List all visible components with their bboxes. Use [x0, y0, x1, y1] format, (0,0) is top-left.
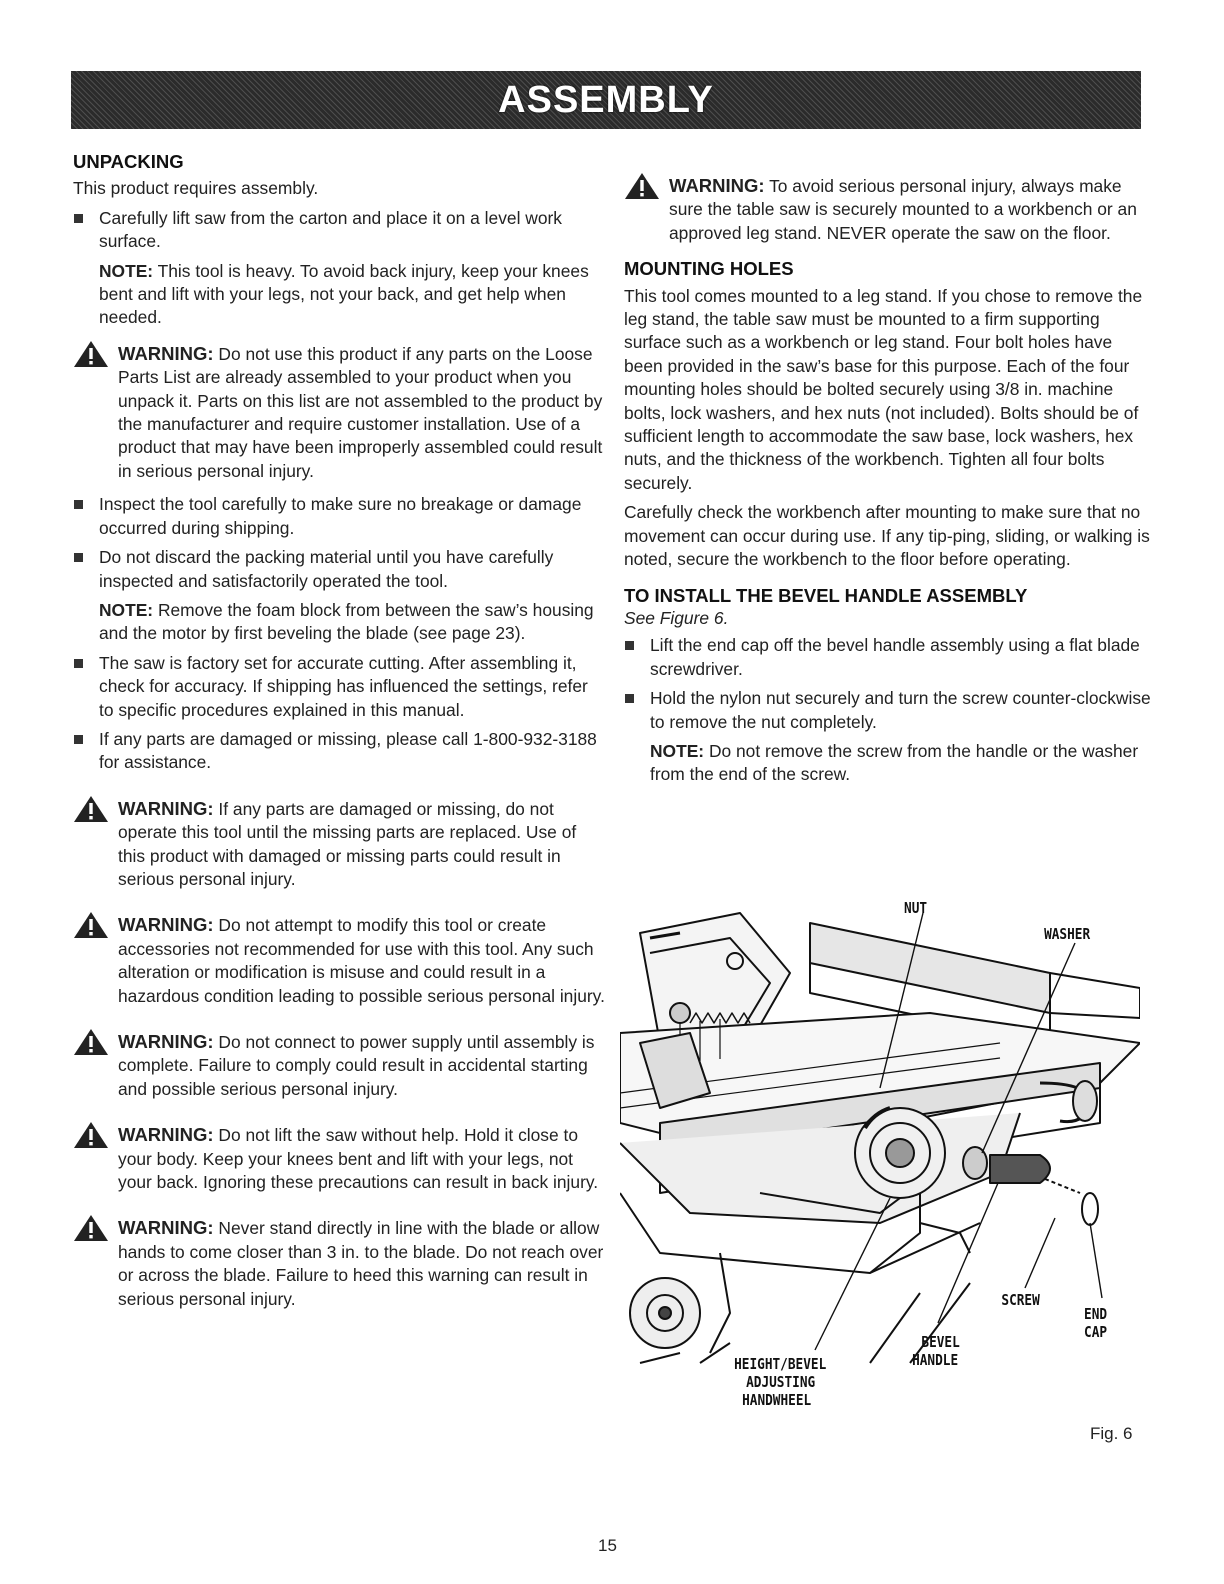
warning-triangle-icon [73, 1028, 109, 1056]
warning-block [73, 797, 605, 892]
warning-block [73, 342, 605, 483]
callout-washer: WASHER [1044, 925, 1091, 943]
warning-text: Do not lift the saw without help. Hold it close to your body. Keep your knees bent and lift with your legs, not your back. Ignoring these precautions can result in back injury. [118, 1125, 599, 1193]
warning-block [73, 1216, 605, 1311]
warning-text: Do not use this product if any parts on the Loose Parts List are already assembled to your product when you unpack it. Parts on this list are not assembled to the product by the manufacturer and require customer installation. Use of a product that may have been improperly assembled could result in serious personal injury. [118, 343, 603, 481]
warning-text: Do not attempt to modify this tool or create accessories not recommended for use with this tool. Any such alteration or modification is misuse and could result in a hazardous condition leading to possible serious personal injury. [118, 915, 605, 1006]
warning-text: Do not connect to power supply until assembly is complete. Failure to comply could result in accidental starting and possible serious personal injury. [118, 1032, 595, 1099]
see-figure-reference: See Figure 6. [624, 607, 729, 628]
right-column [624, 150, 1154, 793]
callout-handle: HANDLE [912, 1351, 959, 1369]
warning-triangle-icon [624, 172, 660, 200]
callout-nut: NUT [904, 899, 928, 917]
warning-block [73, 1030, 605, 1101]
warning-label: WARNING: [118, 1031, 214, 1052]
warning-block [624, 174, 1154, 245]
bevel-handle-heading: TO INSTALL THE BEVEL HANDLE ASSEMBLY [624, 584, 1028, 606]
mounting-paragraph: This tool comes mounted to a leg stand. If you chose to remove the leg stand, the table saw must be mounted to a firm supporting surface such as a workbench or leg stand. Four bolt holes have been provided in the saw’s base for this purpose. Each of the four mounting holes should be bolted securely using 3/8 in. machine bolts, lock washers, and hex nuts (not included). Bolts should be of sufficient length to accommodate the saw base, lock washers, hex nuts, and the thickness of the workbench. Tighten all four bolts securely. [624, 285, 1143, 493]
left-column [73, 150, 605, 1321]
header-banner [71, 71, 1141, 129]
warning-label: WARNING: [118, 1124, 214, 1146]
bullet-item: Lift the end cap off the bevel handle assembly using a flat blade screwdriver. [624, 634, 1154, 681]
warning-text: Never stand directly in line with the blade or allow hands to come closer than 3 in. to the blade. Do not reach over or across the blade. Failure to heed this warning can result in serious personal injury. [118, 1218, 604, 1309]
callout-handwheel: HANDWHEEL [742, 1391, 812, 1409]
note-label: NOTE: [99, 599, 154, 620]
bullet-item: If any parts are damaged or missing, please call 1-800-932-3188 for assistance. [73, 728, 605, 775]
bullet-item: Inspect the tool carefully to make sure no breakage or damage occurred during shipping. [73, 493, 605, 540]
callout-adjusting: ADJUSTING [746, 1373, 816, 1391]
note-label: NOTE: [650, 740, 705, 761]
page-number: 15 [598, 1536, 617, 1555]
warning-triangle-icon [73, 1121, 109, 1149]
warning-block [73, 913, 605, 1008]
callout-cap: CAP [1084, 1323, 1108, 1341]
warning-text: To avoid serious personal injury, always make sure the table saw is securely mounted to a workbench or an approved leg stand. NEVER operate the saw on the floor. [669, 176, 1137, 243]
note-text: Remove the foam block from between the saw’s housing and the motor by first beveling the blade (see page 23). [99, 599, 594, 644]
warning-label: WARNING: [669, 175, 765, 196]
note-block [624, 740, 1154, 787]
note-block [73, 599, 605, 646]
warning-label: WARNING: [118, 342, 214, 364]
unpacking-heading: UNPACKING [73, 151, 184, 172]
figure-6-table-saw-illustration [620, 893, 1140, 1409]
note-text: Do not remove the screw from the handle or the washer from the end of the screw. [650, 740, 1139, 785]
page-title: ASSEMBLY [498, 78, 714, 121]
bullet-item: Do not discard the packing material until you have carefully inspected and satisfactorily operated the tool. [73, 546, 605, 593]
mounting-holes-heading: MOUNTING HOLES [624, 258, 794, 280]
warning-label: WARNING: [118, 914, 214, 936]
warning-triangle-icon [73, 1214, 109, 1242]
warning-triangle-icon [73, 795, 109, 823]
note-label: NOTE: [99, 260, 154, 281]
table-saw-drawing [620, 893, 1140, 1405]
intro-text: This product requires assembly. [73, 178, 319, 199]
warning-triangle-icon [73, 340, 109, 368]
callout-screw: SCREW [1001, 1291, 1040, 1309]
mounting-paragraph: Carefully check the workbench after mounting to make sure that no movement can occur during use. If any tip-ping, sliding, or walking is noted, secure the workbench to the floor before operating. [624, 502, 1150, 570]
warning-label: WARNING: [118, 1217, 214, 1239]
callout-end: END [1084, 1305, 1108, 1323]
warning-block [73, 1123, 605, 1194]
bullet-item: Hold the nylon nut securely and turn the screw counter-clockwise to remove the nut completely. [624, 687, 1154, 734]
figure-caption: Fig. 6 [1090, 1424, 1133, 1443]
warning-triangle-icon [73, 911, 109, 939]
callout-bevel: BEVEL [921, 1333, 960, 1351]
note-text: This tool is heavy. To avoid back injury, keep your knees bent and lift with your legs, not your back, and get help when needed. [99, 260, 589, 328]
note-block [73, 260, 605, 330]
warning-label: WARNING: [118, 797, 214, 819]
warning-text: If any parts are damaged or missing, do not operate this tool until the missing parts are replaced. Use of this product with damaged or missing parts could result in serious personal injury. [118, 798, 577, 889]
callout-height-bevel: HEIGHT/BEVEL [734, 1355, 827, 1373]
bullet-item: Carefully lift saw from the carton and place it on a level work surface. [73, 207, 605, 254]
bullet-item: The saw is factory set for accurate cutting. After assembling it, check for accuracy. If shipping has influenced the settings, refer to specific procedures explained in this manual. [73, 652, 605, 722]
